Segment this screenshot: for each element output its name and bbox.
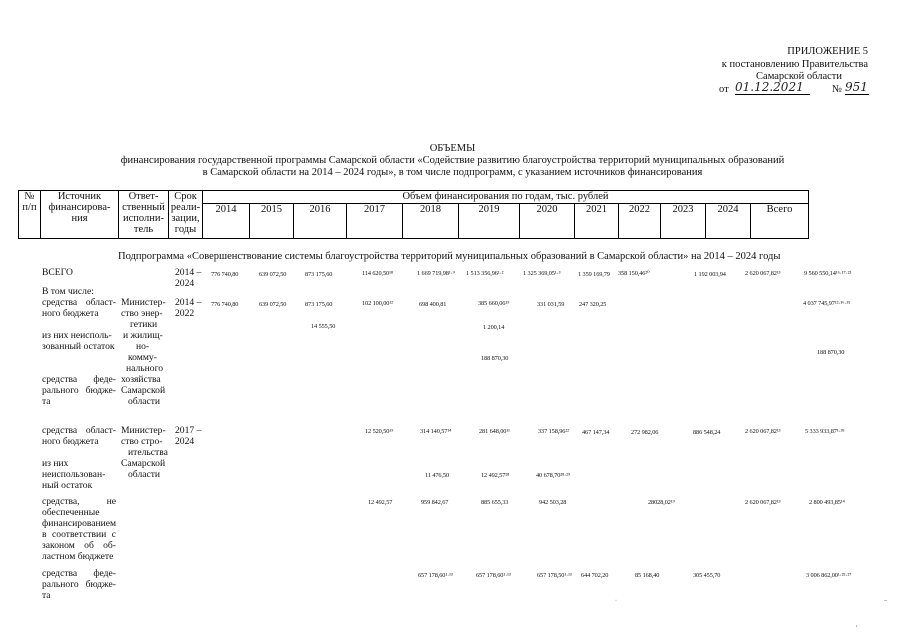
- nf-2019: 885 655,33: [481, 499, 509, 506]
- ministry-1-line-3: гетики: [130, 319, 158, 330]
- total-2019: 1 513 356,96¹·²: [466, 270, 504, 277]
- reg2-2024: 2 620 067,82¹³: [745, 428, 781, 435]
- subprogram-title: Подпрограмма «Совершенствование системы благоустройства территорий муниципальных образований в Самарской области» на 2014 – 2024 годы: [118, 251, 781, 262]
- row-total-label: ВСЕГО: [42, 267, 73, 278]
- scan-speck: ·: [615, 598, 617, 604]
- title-line-1: ОБЪЕМЫ: [429, 143, 476, 154]
- reg2-2022: 272 982,06: [631, 429, 659, 436]
- reg-total: 4 037 745,97¹²·¹⁶·¹⁵: [803, 300, 851, 307]
- reg-2020: 331 031,59: [537, 301, 565, 308]
- fed2-label-3: та: [42, 590, 51, 601]
- unused2-2020: 40 678,70²⁸·²⁹: [536, 472, 571, 479]
- header-year-2014: 2014: [203, 203, 250, 238]
- nf-2022: 28028,02¹⁹: [648, 499, 675, 506]
- nf-label-6: ластном бюджете: [42, 551, 114, 562]
- total-sum: 9 560 550,14¹⁶·¹⁷·²³: [804, 270, 852, 277]
- reg-2014: 776 740,80: [211, 301, 239, 308]
- annex-from: от: [719, 84, 729, 95]
- unused2-2019: 12 492,57²⁸: [481, 472, 510, 479]
- unused2-label-1: из них: [42, 458, 69, 469]
- ministry-2-line-1: Министер-: [121, 425, 166, 436]
- ministry-1-line-5: но-: [136, 341, 150, 352]
- fed-label-2: рального бюдже-: [42, 385, 116, 396]
- reg2-term-1: 2017 –: [175, 425, 202, 436]
- reg-label-2: ного бюджета: [42, 308, 99, 319]
- header-year-2019: 2019: [459, 203, 520, 238]
- nf-label-5: законом об об-: [42, 540, 116, 551]
- ministry-1-line-1: Министер-: [121, 297, 166, 308]
- reg2-total: 5 333 933,87¹·³⁵: [805, 428, 845, 435]
- fed2-2019: 657 178,60¹·¹³: [476, 572, 511, 579]
- ministry-2-line-4: Самарской: [121, 458, 166, 469]
- fed2-label-1: средства феде-: [42, 568, 116, 579]
- incl-label: В том числе:: [42, 286, 94, 297]
- reg-2019: 385 660,06¹⁹: [478, 300, 510, 307]
- reg-2021: 247 320,25: [579, 301, 607, 308]
- fed2-total: 3 006 862,00¹·²⁵·²⁷: [806, 572, 852, 579]
- ministry-2-line-3: ительства: [128, 447, 168, 458]
- header-term: Срок реали- зации, годы: [169, 191, 203, 239]
- total-2018: 1 669 719,98¹·⁹: [417, 270, 455, 277]
- header-num: № п/п: [19, 191, 41, 239]
- unused2-label-3: ный остаток: [42, 480, 93, 491]
- reg2-2023: 886 548,24: [693, 429, 721, 436]
- annex-number-sign: №: [832, 84, 843, 95]
- header-year-2015: 2015: [250, 203, 294, 238]
- total-2016: 873 175,60: [305, 271, 333, 278]
- fed-label-1: средства феде-: [42, 374, 116, 385]
- nf-label-1: средства, не: [42, 496, 116, 507]
- reg-2016: 873 175,60: [305, 301, 333, 308]
- row-total-term-1: 2014 –: [175, 267, 202, 278]
- annex-line-1: ПРИЛОЖЕНИЕ 5: [787, 46, 868, 57]
- fed2-2018: 657 178,60¹·¹³: [418, 572, 453, 579]
- unused2-label-2: неиспользован-: [42, 469, 106, 480]
- fed-total: 188 870,30: [817, 349, 845, 356]
- ministry-2-line-2: ство стро-: [121, 436, 163, 447]
- fed2-label-2: рального бюдже-: [42, 579, 116, 590]
- reg-term-2: 2022: [175, 308, 195, 319]
- ministry-2-line-5: области: [128, 469, 161, 480]
- total-2023: 1 192 003,94: [694, 271, 726, 278]
- annex-line-2: к постановлению Правительства: [721, 59, 868, 70]
- fed-2019: 188 870,30: [481, 355, 509, 362]
- header-volume: Объем финансирования по годам, тыс. рублей: [203, 191, 809, 204]
- title-line-3: в Самарской области на 2014 – 2024 годы», в том числе подпрограмм, с указанием источников финансирования: [202, 167, 703, 178]
- nf-label-2: обеспеченные: [42, 507, 100, 518]
- unused-2016: 14 555,50: [311, 323, 336, 330]
- reg-term-1: 2014 –: [175, 297, 202, 308]
- nf-2024: 2 620 067,82¹³: [745, 499, 781, 506]
- financing-table-header: [18, 190, 809, 239]
- ministry-1-line-10: области: [128, 396, 161, 407]
- total-2021: 1 359 169,79: [578, 271, 610, 278]
- total-2014: 776 740,80: [211, 271, 239, 278]
- unused-2019: 1 200,14: [483, 324, 505, 331]
- reg2-2018: 314 140,57¹⁴: [420, 428, 452, 435]
- reg2-label-2: ного бюджета: [42, 436, 99, 447]
- reg-label-1: средства област-: [42, 297, 116, 308]
- fed2-2023: 305 455,70: [693, 572, 721, 579]
- header-total: Всего: [751, 203, 809, 238]
- nf-2018: 959 842,67: [421, 499, 449, 506]
- header-year-2022: 2022: [619, 203, 661, 238]
- nf-2020: 942 503,28: [539, 499, 567, 506]
- reg2-2020: 337 158,96²²: [538, 428, 569, 435]
- unused2-2018: 11 476,50: [425, 472, 450, 479]
- header-year-2016: 2016: [294, 203, 347, 238]
- scan-speck: –: [884, 598, 887, 604]
- title-line-2: финансирования государственной программы Самарской области «Содействие развитию благоустройства территорий муниципальных образований: [120, 155, 785, 166]
- ministry-1-line-6: комму-: [128, 352, 157, 363]
- header-year-2024: 2024: [706, 203, 751, 238]
- row-total-term-2: 2024: [175, 278, 195, 289]
- nf-2017: 12 492,57: [368, 499, 393, 506]
- ministry-1-line-7: нального: [126, 363, 164, 374]
- header-year-2021: 2021: [575, 203, 619, 238]
- fed2-2021: 644 702,20: [581, 572, 609, 579]
- fed2-2022: 85 168,40: [635, 572, 660, 579]
- ministry-1-line-2: ство энер-: [121, 308, 163, 319]
- total-2024: 2 620 067,82¹³: [745, 270, 781, 277]
- reg2-2019: 281 648,00¹¹: [479, 428, 510, 435]
- total-2015: 639 072,50: [259, 271, 287, 278]
- annex-line-3: Самарской области: [756, 71, 842, 82]
- header-year-2017: 2017: [347, 203, 403, 238]
- reg2-term-2: 2024: [175, 436, 195, 447]
- reg2-label-1: средства област-: [42, 425, 116, 436]
- ministry-1-line-9: Самарской: [121, 385, 166, 396]
- reg-2015: 639 072,50: [259, 301, 287, 308]
- total-2017: 114 620,50¹⁸: [362, 270, 393, 277]
- ministry-1-line-4: и жилищ-: [123, 330, 163, 341]
- fed-label-3: та: [42, 396, 51, 407]
- total-2022: 358 150,46²⁰: [618, 270, 650, 277]
- unused-label-2: зованный остаток: [42, 341, 115, 352]
- nf-label-3: финансированием: [42, 518, 117, 529]
- ministry-1-line-8: хозяйства: [121, 374, 161, 385]
- fed2-2020: 657 178,50¹·¹³: [537, 572, 572, 579]
- scan-speck: ,: [856, 622, 858, 628]
- unused-label-1: из них неисполь-: [42, 330, 112, 341]
- header-year-2018: 2018: [403, 203, 459, 238]
- header-year-2020: 2020: [520, 203, 575, 238]
- annex-date: 01.12.2021: [735, 80, 810, 95]
- reg-2018: 698 400,81: [419, 301, 447, 308]
- header-source: Источник финансирова- ния: [41, 191, 119, 239]
- annex-number: 951: [845, 80, 868, 94]
- nf-total: 2 800 493,85¹⁴: [809, 499, 845, 506]
- header-year-2023: 2023: [661, 203, 706, 238]
- reg2-2017: 12 520,50¹⁹: [365, 428, 394, 435]
- nf-label-4: в соответствии с: [42, 529, 116, 540]
- reg-2017: 102 100,00¹²: [362, 300, 393, 307]
- total-2020: 1 325 369,05¹·³: [523, 270, 561, 277]
- header-responsible: Ответ- ственный исполни- тель: [119, 191, 169, 239]
- reg2-2021: 467 147,34: [582, 429, 610, 436]
